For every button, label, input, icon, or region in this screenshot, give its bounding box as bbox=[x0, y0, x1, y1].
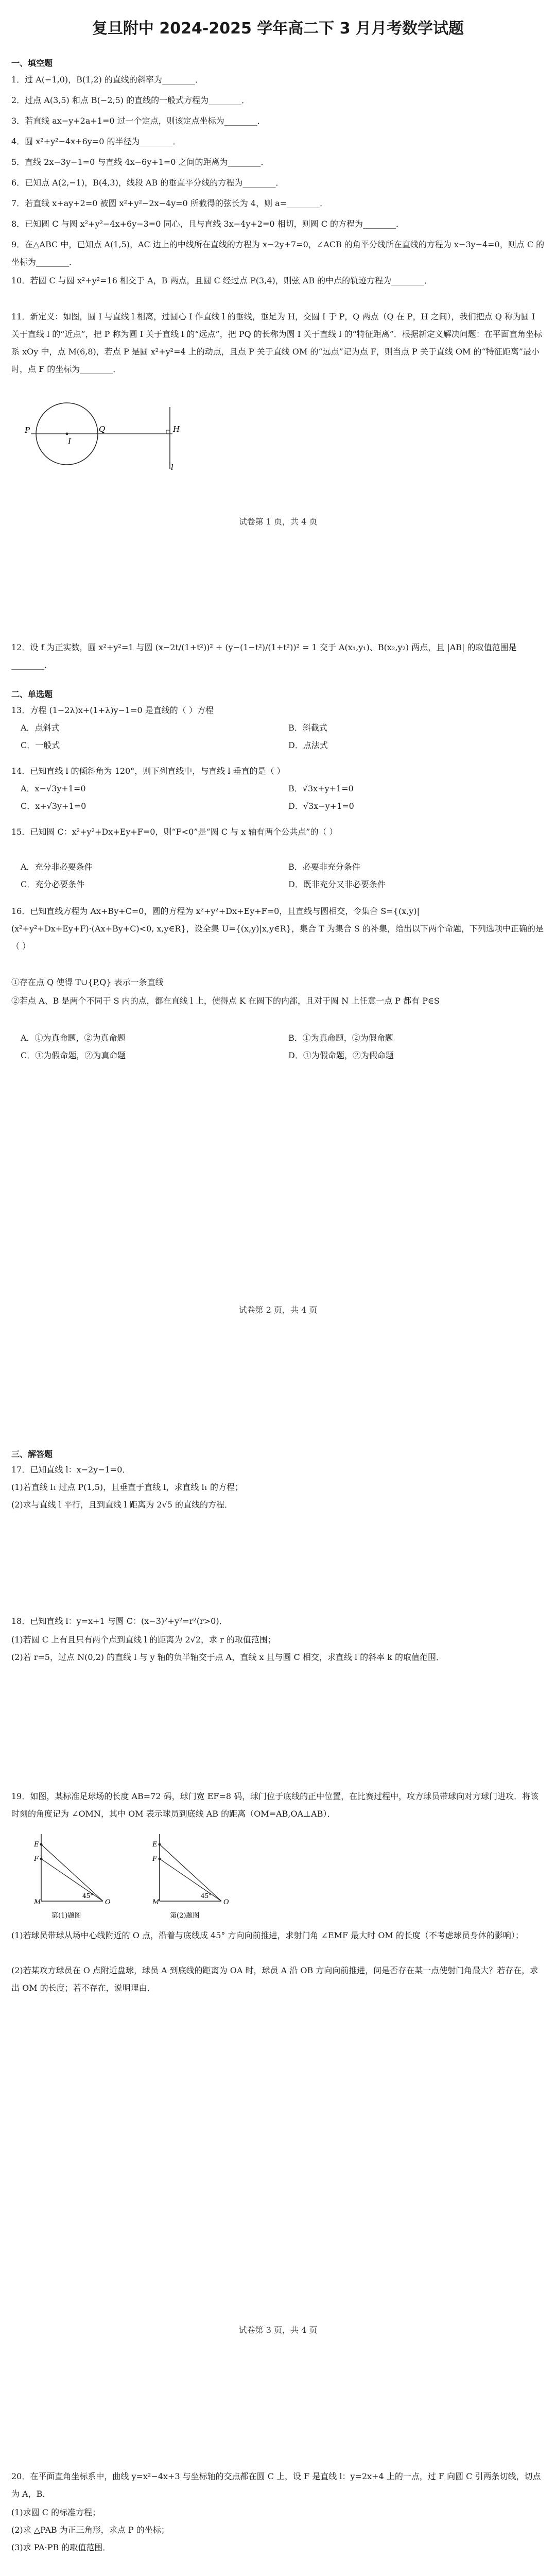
page-footer-1: 试卷第 1 页，共 4 页 bbox=[238, 517, 318, 527]
svg-text:E: E bbox=[152, 1841, 158, 1849]
q19-figure-2 bbox=[152, 1834, 229, 1920]
q13-option-b: B．斜截式 bbox=[288, 723, 327, 733]
question-20: 20．在平面直角坐标系中，曲线 y=x²−4x+3 与坐标轴的交点都在圆 C 上，设 F 是直线 l：y=2x+4 上的一点，过 F 向圆 C 引两条切线，切点为 A，B． bbox=[11, 2471, 541, 2499]
label-Q: Q bbox=[99, 425, 106, 434]
question-18-part-2: (2)若 r=5，过点 N(0,2) 的直线 l 与 y 轴的负半轴交于点 A，直线 x 且与圆 C 相交，求直线 l 的斜率 k 的取值范围． bbox=[11, 1652, 444, 1662]
svg-text:E: E bbox=[34, 1841, 39, 1849]
q16-option-a: A．①为真命题，②为真命题 bbox=[21, 1033, 126, 1043]
question-15-stem: 15．已知圆 C：x²+y²+Dx+Ey+F=0，则“F<0”是“圆 C 与 x 轴有两个公共点”的（ ） bbox=[11, 827, 338, 837]
question-2: 2．过点 A(3,5) 和点 B(−2,5) 的直线的一般式方程为________． bbox=[11, 95, 250, 105]
q14-option-b: B．√3x+y+1=0 bbox=[288, 784, 354, 793]
question-16-stem: 16．已知直线方程为 Ax+By+C=0，圆的方程为 x²+y²+Dx+Ey+F=0，且直线与圆相交，令集合 S={(x,y)|(x²+y²+Dx+Ey+F)·(Ax+By+C)<0, x,y∈R}，设全集 U={(x,y)|x,y∈R}，集合 T 为集合 S 的补集，给出以下两个命题，下列选项中正确的是（ ） bbox=[11, 906, 544, 951]
question-4: 4．圆 x²+y²−4x+6y=0 的半径为________． bbox=[11, 137, 181, 146]
q16-statement-2: ②若点 A、B 是两个不同于 S 内的点，都在直线 l 上，使得点 K 在圆下的内部，且对于圆 N 上任意一点 P 都有 P∈S bbox=[11, 996, 440, 1006]
question-20-part-2: (2)求 △PAB 为正三角形，求点 P 的坐标； bbox=[11, 2525, 169, 2535]
question-1: 1．过 A(−1,0)，B(1,2) 的直线的斜率为________． bbox=[11, 75, 203, 84]
question-13-stem: 13．方程 (1−2λ)x+(1+λ)y−1=0 是直线的（ ）方程 bbox=[11, 705, 214, 715]
question-5: 5．直线 2x−3y−1=0 与直线 4x−6y+1=0 之间的距离为________． bbox=[11, 157, 269, 167]
q15-option-d: D．既非充分又非必要条件 bbox=[288, 879, 386, 889]
label-I: I bbox=[68, 437, 71, 446]
question-7: 7．若直线 x+ay+2=0 被圆 x²+y²−2x−4y=0 所截得的弦长为 4，则 a=________． bbox=[11, 198, 328, 208]
question-20-part-3: (3)求 PA·PB 的取值范围． bbox=[11, 2543, 111, 2552]
svg-text:O: O bbox=[105, 1899, 111, 1906]
svg-text:M: M bbox=[34, 1899, 41, 1906]
question-12: 12．设 f 为正实数，圆 x²+y²=1 与圆 (x−2t/(1+t²))² + (y−(1−t²)/(1+t²))² = 1 交于 A(x₁,y₁)、B(x₂,y₂) 两点，且 |AB| 的取值范围是________． bbox=[11, 642, 517, 670]
question-14-stem: 14．已知直线 l 的倾斜角为 120°，则下列直线中，与直线 l 垂直的是（ ） bbox=[11, 766, 285, 776]
page-footer-2: 试卷第 2 页，共 4 页 bbox=[238, 1305, 318, 1315]
q16-statement-1: ①存在点 Q 使得 T∪{P,Q} 表示一条直线 bbox=[11, 977, 164, 987]
q19-figure bbox=[31, 1829, 288, 1922]
label-l: l bbox=[171, 463, 173, 472]
q15-option-c: C．充分必要条件 bbox=[21, 879, 85, 889]
question-10: 10．若圆 C 与圆 x²+y²=16 相交于 A，B 两点，且圆 C 经过点 P(3,4)，则弦 AB 的中点的轨迹方程为________． bbox=[11, 276, 433, 285]
q13-option-c: C．一般式 bbox=[21, 740, 60, 750]
q13-option-a: A．点斜式 bbox=[21, 723, 60, 733]
question-9: 9．在△ABC 中，已知点 A(1,5)，AC 边上的中线所在直线的方程为 x−2y+7=0，∠ACB 的角平分线所在直线的方程为 x−3y−4=0，则点 C 的坐标为________． bbox=[11, 240, 545, 267]
q16-option-d: D．①为假命题，②为假命题 bbox=[288, 1050, 394, 1060]
exam-title: 复旦附中 2024-2025 学年高二下 3 月月考数学试题 bbox=[92, 20, 464, 38]
section-choice-heading: 二、单选题 bbox=[11, 689, 53, 699]
question-17: 17．已知直线 l：x−2y−1=0． bbox=[11, 1465, 131, 1475]
q16-option-b: B．①为真命题，②为假命题 bbox=[288, 1033, 393, 1043]
svg-text:M: M bbox=[152, 1899, 160, 1906]
question-11: 11．新定义：如图，圆 I 与直线 l 相离，过圆心 I 作直线 l 的垂线，垂足为 H，交圆 I 于 P，Q 两点（Q 在 P，H 之间），我们把点 Q 称为圆 I 关于直线 l 的“近点”，把 P 称为圆 I 关于直线 l 的“远点”，把 PQ 的长称为圆 I 关于直线 l 的“特征距离”．根据新定义解决问题：在平面直角坐标系 xOy 中，点 M(6,8)，若点 P 是圆 x²+y²=4 上的动点，且点 P 关于直线 OM 的“远点”记为点 F，则当点 P 关于直线 OM 的“特征距离”最小时，点 F 的坐标为________． bbox=[11, 312, 542, 374]
question-20-part-1: (1)求圆 C 的标准方程； bbox=[11, 2507, 101, 2517]
question-17-part-2: (2)求与直线 l 平行，且到直线 l 距离为 2√5 的直线的方程． bbox=[11, 1500, 233, 1510]
svg-text:O: O bbox=[223, 1899, 229, 1906]
q14-option-d: D．√3x−y+1=0 bbox=[288, 801, 354, 811]
q14-option-c: C．x+√3y+1=0 bbox=[21, 801, 86, 811]
q14-option-a: A．x−√3y+1=0 bbox=[21, 784, 86, 793]
question-19-part-2: (2)若某攻方球员在 O 点附近盘球，球员 A 到底线的距离为 OA 时，球员 A 沿 OB 方向向前推进，问是否存在某一点使射门角最大？若存在，求出 OM 的长度；若不存在，说明理由． bbox=[11, 1965, 538, 1993]
question-3: 3．若直线 ax−y+2a+1=0 过一个定点，则该定点坐标为________． bbox=[11, 116, 266, 126]
svg-text:45°: 45° bbox=[201, 1892, 212, 1900]
label-H: H bbox=[173, 425, 180, 434]
question-18: 18．已知直线 l：y=x+1 与圆 C：(x−3)²+y²=r²(r>0)． bbox=[11, 1616, 228, 1626]
question-17-part-1: (1)若直线 l₁ 过点 P(1,5)，且垂直于直线 l，求直线 l₁ 的方程； bbox=[11, 1482, 244, 1492]
q15-option-a: A．充分非必要条件 bbox=[21, 862, 93, 872]
section-fill-heading: 一、填空题 bbox=[11, 58, 53, 68]
svg-text:第(2)题图: 第(2)题图 bbox=[170, 1912, 200, 1920]
label-P: P bbox=[25, 426, 30, 435]
svg-text:F: F bbox=[34, 1855, 39, 1863]
svg-text:F: F bbox=[152, 1855, 158, 1863]
q13-option-d: D．点法式 bbox=[288, 740, 328, 750]
section-answer-heading: 三、解答题 bbox=[11, 1449, 53, 1459]
page-footer-3: 试卷第 3 页，共 4 页 bbox=[238, 2325, 318, 2335]
question-18-part-1: (1)若圆 C 上有且只有两个点到直线 l 的距离为 2√2，求 r 的取值范围； bbox=[11, 1635, 276, 1645]
svg-text:45°: 45° bbox=[82, 1892, 94, 1900]
question-19-part-1: (1)若球员带球从场中心线附近的 O 点，沿着与底线成 45° 方向向前推进，求射门角 ∠EMF 最大时 OM 的长度（不考虑球员身体的影响）； bbox=[11, 1930, 524, 1940]
question-19: 19．如图，某标准足球场的长度 AB=72 码，球门宽 EF=8 码，球门位于底线的正中位置，在比赛过程中，攻方球员带球向对方球门进攻．将该时刻的角度记为 ∠OMN，其中 OM 表示球员到底线 AB 的距离（OM=AB,OA⊥AB）． bbox=[11, 1791, 539, 1819]
q11-figure bbox=[21, 397, 196, 474]
q15-option-b: B．必要非充分条件 bbox=[288, 862, 360, 872]
q19-figure-1 bbox=[33, 1834, 111, 1920]
svg-text:第(1)题图: 第(1)题图 bbox=[51, 1912, 81, 1920]
q16-option-c: C．①为假命题，②为真命题 bbox=[21, 1050, 126, 1060]
question-8: 8．已知圆 C 与圆 x²+y²−4x+6y−3=0 同心，且与直线 3x−4y+2=0 相切，则圆 C 的方程为________． bbox=[11, 219, 405, 229]
question-6: 6．已知点 A(2,−1)，B(4,3)，线段 AB 的垂直平分线的方程为________． bbox=[11, 178, 284, 188]
